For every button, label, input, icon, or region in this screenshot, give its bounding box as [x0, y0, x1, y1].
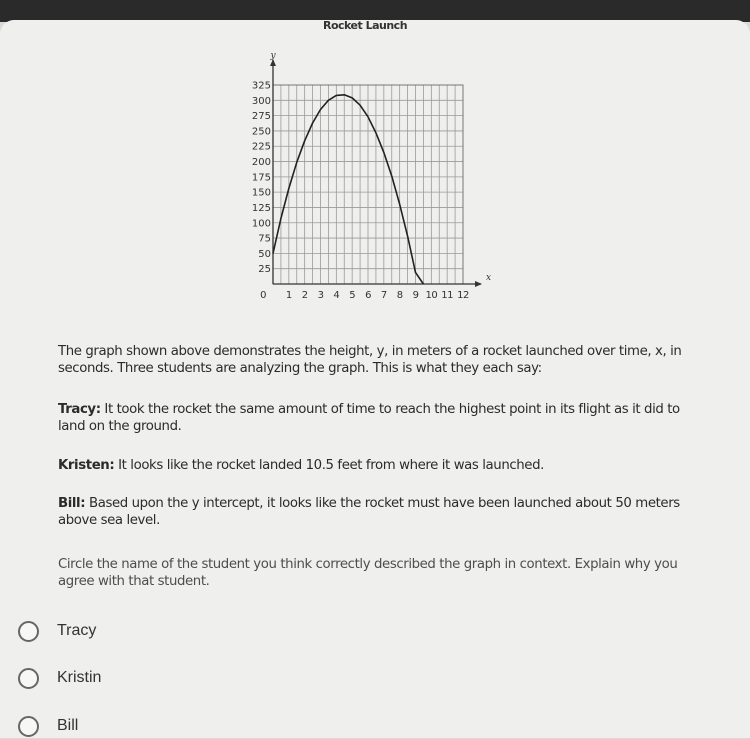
- option-label: Kristin: [57, 669, 102, 686]
- radio-button[interactable]: [18, 621, 39, 642]
- option-bill[interactable]: [18, 713, 78, 739]
- x-tick-label: 5: [349, 290, 356, 301]
- chart-series: [273, 95, 423, 284]
- x-tick-label: 1: [285, 290, 292, 301]
- y-tick-labels: [252, 81, 271, 276]
- top-bar: [0, 0, 750, 22]
- x-tick-label: 2: [301, 290, 308, 301]
- y-tick-label: 100: [251, 218, 271, 230]
- x-tick-label: 8: [396, 290, 403, 301]
- chart-title: Rocket Launch: [322, 20, 408, 30]
- y-tick-label: 250: [251, 126, 271, 138]
- y-tick-label: 225: [251, 141, 271, 153]
- x-tick-label: 7: [380, 290, 387, 301]
- tracy-statement: [58, 401, 708, 435]
- chart-axes: [269, 51, 491, 287]
- x-tick-label: 4: [333, 290, 340, 301]
- y-tick-label: 300: [251, 95, 271, 107]
- x-tick-labels: [260, 290, 469, 301]
- x-tick-label: 11: [441, 290, 454, 301]
- bill-name: Bill:: [58, 496, 86, 511]
- rocket-launch-chart: [240, 50, 500, 315]
- y-tick-label: 50: [258, 248, 271, 260]
- instruction-text: Circle the name of the student you think correctly described the graph in context. Explain why you agree with that student.: [58, 557, 678, 589]
- kristen-text: It looks like the rocket landed 10.5 feet from where it was launched.: [114, 458, 544, 473]
- bill-statement: [58, 495, 708, 529]
- tracy-name: Tracy:: [58, 402, 101, 417]
- kristen-name: Kristen:: [58, 458, 115, 473]
- y-tick-label: 75: [258, 233, 271, 245]
- option-tracy[interactable]: [18, 618, 96, 644]
- y-tick-label: 175: [251, 172, 271, 184]
- y-tick-label: 325: [251, 80, 271, 92]
- x-tick-label: 9: [412, 290, 419, 301]
- y-tick-label: 150: [251, 187, 271, 199]
- kristen-statement: [58, 457, 708, 474]
- y-axis-label: y: [270, 51, 276, 61]
- y-tick-label: 275: [251, 111, 271, 123]
- x-axis-label: x: [486, 273, 492, 283]
- x-tick-label: 12: [457, 290, 469, 301]
- question-intro: [58, 343, 708, 377]
- intro-text: The graph shown above demonstrates the height, y, in meters of a rocket launched over time, x, in seconds. Three students are analyzing the graph. This is what they each say:: [58, 344, 682, 376]
- y-tick-label: 25: [258, 264, 271, 276]
- option-label: Tracy: [57, 622, 97, 639]
- radio-button[interactable]: [18, 668, 39, 689]
- radio-button[interactable]: [18, 716, 39, 737]
- rocket-height-curve: [273, 95, 423, 284]
- x-tick-label: 6: [365, 290, 371, 301]
- x-axis-arrow: [475, 281, 482, 287]
- option-kristin[interactable]: [18, 665, 101, 691]
- bill-text: Based upon the y intercept, it looks like the rocket must have been launched about 50 meters above sea level.: [58, 496, 680, 528]
- x-tick-label: 0: [260, 290, 266, 301]
- tracy-text: It took the rocket the same amount of time to reach the highest point in its flight as it did to land on the ground.: [58, 402, 680, 434]
- y-tick-label: 200: [251, 157, 271, 169]
- chart-grid: [273, 85, 463, 284]
- x-tick-label: 10: [425, 290, 438, 301]
- option-label: Bill: [57, 717, 79, 734]
- instruction: [58, 556, 708, 590]
- x-tick-label: 3: [317, 290, 324, 301]
- y-tick-label: 125: [251, 202, 271, 214]
